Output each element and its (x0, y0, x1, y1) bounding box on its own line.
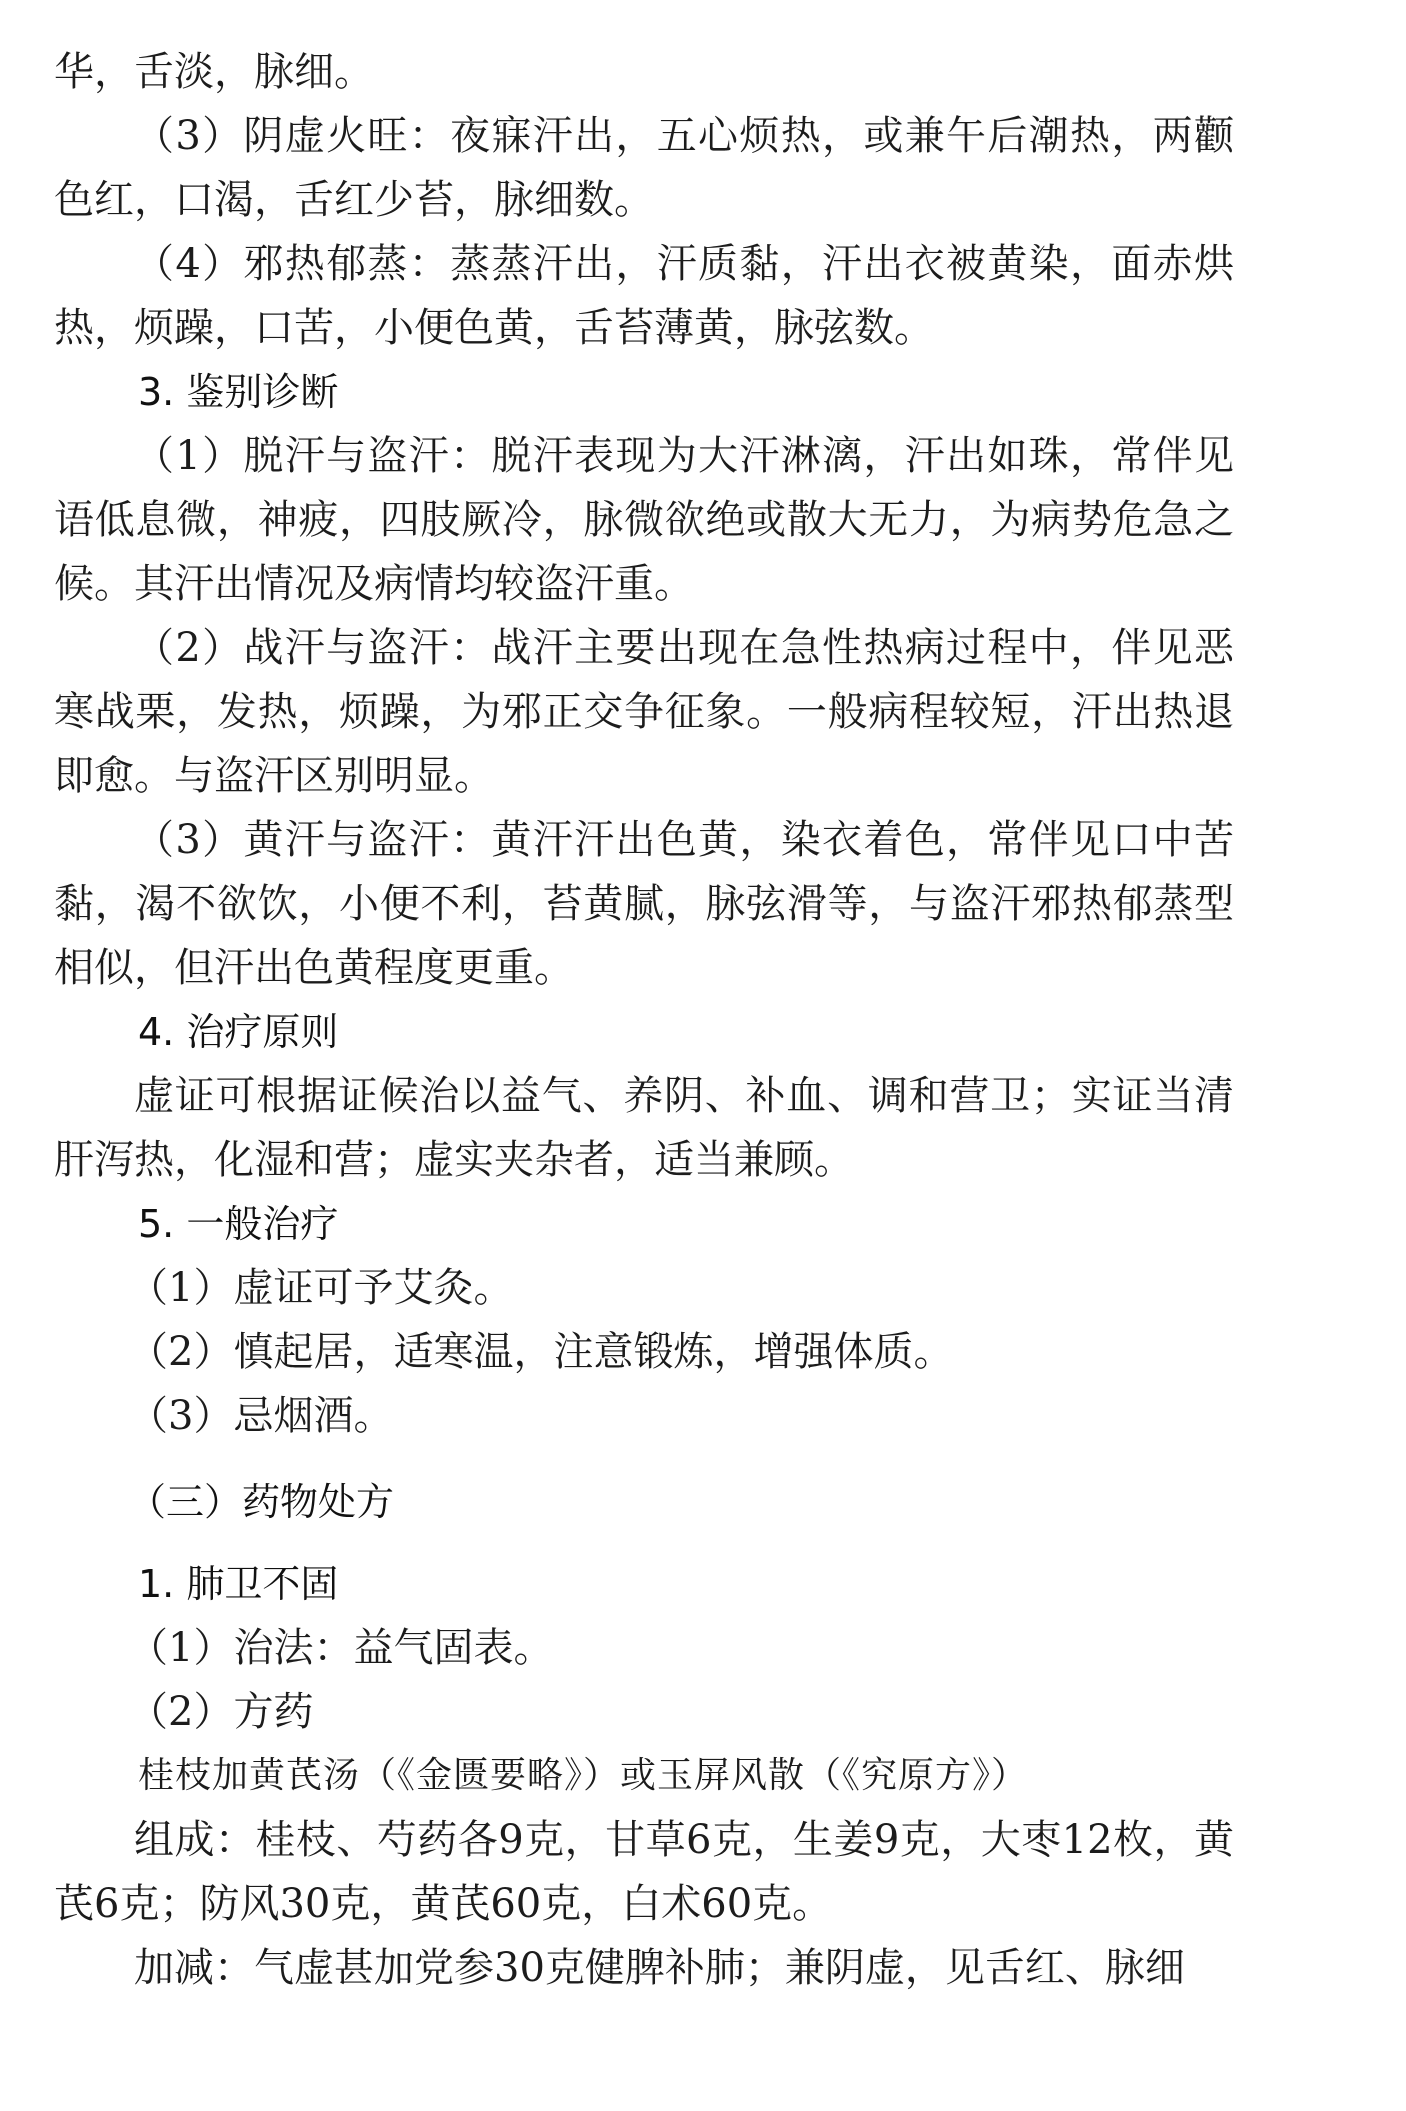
paragraph-huanghan: （3）黄汗与盗汗：黄汗汗出色黄，染衣着色，常伴见口中苦黏，渴不欲饮，小便不利，苔黄腻，脉弦滑等，与盗汗邪热郁蒸型相似，但汗出色黄程度更重。 (54, 817, 1234, 991)
paragraph-composition: 组成：桂枝、芍药各9克，甘草6克，生姜9克，大枣12枚，黄芪6克；防风30克，黄芪60克，白术60克。 (54, 1817, 1234, 1927)
heading-general-treatment: 5. 一般治疗 (138, 1202, 339, 1246)
paragraph-tuohan: （1）脱汗与盗汗：脱汗表现为大汗淋漓，汗出如珠，常伴见语低息微，神疲，四肢厥冷，脉微欲绝或散大无力，为病势危急之候。其汗出情况及病情均较盗汗重。 (54, 433, 1234, 607)
heading-treatment-principle: 4. 治疗原则 (138, 1010, 339, 1054)
paragraph-continuation: 华，舌淡，脉细。 (54, 49, 374, 95)
paragraph-evil-heat: （4）邪热郁蒸：蒸蒸汗出，汗质黏，汗出衣被黄染，面赤烘热，烦躁，口苦，小便色黄，舌苔薄黄，脉弦数。 (54, 241, 1234, 351)
paragraph-modification: 加减：气虚甚加党参30克健脾补肺；兼阴虚，见舌红、脉细 (134, 1945, 1185, 1991)
heading-differential-diagnosis: 3. 鉴别诊断 (138, 370, 339, 414)
paragraph-zhanhan: （2）战汗与盗汗：战汗主要出现在急性热病过程中，伴见恶寒战栗，发热，烦躁，为邪正交争征象。一般病程较短，汗出热退即愈。与盗汗区别明显。 (54, 625, 1234, 799)
paragraph-yin-deficiency: （3）阴虚火旺：夜寐汗出，五心烦热，或兼午后潮热，两颧色红，口渴，舌红少苔，脉细数。 (54, 113, 1234, 223)
list-item-avoid: （3）忌烟酒。 (128, 1393, 394, 1439)
heading-lung-wei: 1. 肺卫不固 (138, 1562, 339, 1606)
paragraph-treatment-principle: 虚证可根据证候治以益气、养阴、补血、调和营卫；实证当清肝泻热，化湿和营；虚实夹杂者，适当兼顾。 (54, 1073, 1234, 1183)
document-page (54, 40, 1234, 2000)
formula-name: 桂枝加黄芪汤（《金匮要略》）或玉屏风散（《究原方》） (138, 1755, 1029, 1796)
section-heading-prescription: （三）药物处方 (128, 1480, 395, 1524)
list-item-moxibustion: （1）虚证可予艾灸。 (128, 1265, 514, 1311)
list-item-method: （1）治法：益气固表。 (128, 1625, 554, 1671)
list-item-formula-title: （2）方药 (128, 1689, 314, 1735)
list-item-lifestyle: （2）慎起居，适寒温，注意锻炼，增强体质。 (128, 1329, 954, 1375)
